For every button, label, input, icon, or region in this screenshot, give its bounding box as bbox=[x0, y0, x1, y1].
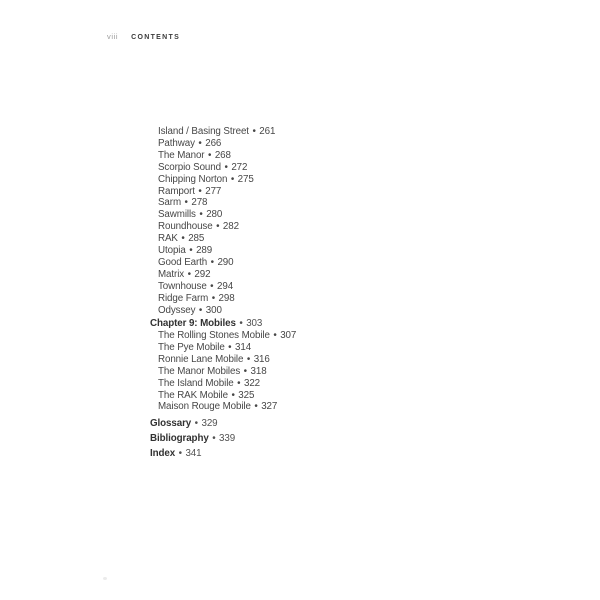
entry-title: The Pye Mobile bbox=[158, 341, 225, 353]
bullet-separator: • bbox=[216, 221, 220, 233]
entry-page-number: 266 bbox=[205, 137, 222, 149]
toc-section-backmatter bbox=[150, 416, 296, 461]
bullet-separator: • bbox=[212, 433, 216, 444]
toc-entry bbox=[150, 401, 296, 413]
entry-page-number: 285 bbox=[188, 233, 205, 245]
bullet-separator: • bbox=[224, 161, 228, 173]
entry-title: Ramport bbox=[158, 185, 195, 197]
bullet-separator: • bbox=[230, 173, 235, 185]
scan-artifact-speck bbox=[103, 577, 107, 580]
bullet-separator: • bbox=[246, 353, 251, 365]
bullet-separator: • bbox=[199, 209, 203, 221]
entry-title: Chipping Norton bbox=[158, 173, 228, 185]
entry-title: Index bbox=[150, 448, 176, 460]
entry-title: Odyssey bbox=[158, 304, 196, 316]
entry-title: Townhouse bbox=[158, 280, 207, 292]
entry-title: Ronnie Lane Mobile bbox=[158, 353, 244, 365]
toc-entry bbox=[150, 221, 296, 233]
entry-page-number: 278 bbox=[191, 197, 208, 209]
bullet-separator: • bbox=[187, 268, 191, 280]
bullet-separator: • bbox=[184, 197, 188, 209]
entry-page-number: 289 bbox=[196, 245, 213, 257]
toc-entry bbox=[150, 378, 296, 390]
entry-page-number: 322 bbox=[243, 377, 261, 389]
entry-page-number: 272 bbox=[231, 161, 248, 173]
entry-title: Matrix bbox=[158, 268, 185, 280]
entry-title: RAK bbox=[158, 233, 178, 245]
entry-page-number: 314 bbox=[235, 341, 252, 353]
entry-title: The Rolling Stones Mobile bbox=[158, 330, 270, 341]
entry-title: Good Earth bbox=[158, 256, 208, 268]
toc-entry bbox=[150, 245, 296, 257]
entry-page-number: 307 bbox=[280, 330, 297, 341]
toc-entry bbox=[150, 138, 296, 150]
toc-entry bbox=[150, 257, 296, 269]
bullet-separator: • bbox=[194, 417, 198, 429]
bullet-separator: • bbox=[252, 126, 256, 137]
toc-entry bbox=[150, 209, 296, 221]
chapter-heading bbox=[150, 318, 296, 330]
toc-entry bbox=[150, 269, 296, 281]
entry-page-number: 325 bbox=[238, 389, 255, 401]
bullet-separator: • bbox=[243, 365, 247, 377]
bullet-separator: • bbox=[228, 341, 232, 353]
toc-entry bbox=[150, 233, 296, 245]
entry-page-number: 282 bbox=[222, 221, 239, 233]
bullet-separator: • bbox=[181, 233, 185, 245]
entry-page-number: 275 bbox=[237, 173, 254, 185]
entry-title: Utopia bbox=[158, 245, 186, 257]
toc-entry bbox=[150, 330, 296, 342]
entry-page-number: 327 bbox=[261, 401, 278, 413]
backmatter-entry bbox=[150, 446, 296, 461]
entry-page-number: 261 bbox=[259, 126, 276, 137]
toc-entry bbox=[150, 162, 296, 174]
page-number-folio: viii bbox=[107, 32, 119, 41]
chapter-title: Chapter 9: Mobiles bbox=[150, 318, 236, 330]
entry-page-number: 292 bbox=[194, 268, 211, 280]
bullet-separator: • bbox=[239, 318, 243, 330]
bullet-separator: • bbox=[210, 256, 214, 268]
chapter-subentries bbox=[150, 330, 296, 413]
toc-entry bbox=[150, 186, 296, 198]
entry-title: Island / Basing Street bbox=[158, 126, 249, 137]
entry-title: The Island Mobile bbox=[158, 377, 234, 389]
toc-entry bbox=[150, 354, 296, 366]
page-header bbox=[107, 32, 180, 41]
entry-title: The Manor bbox=[158, 149, 205, 161]
bullet-separator: • bbox=[198, 185, 202, 197]
toc-entry bbox=[150, 281, 296, 293]
bullet-separator: • bbox=[198, 137, 202, 149]
entry-page-number: 294 bbox=[217, 280, 234, 292]
entry-page-number: 300 bbox=[205, 304, 222, 316]
entry-title: Maison Rouge Mobile bbox=[158, 401, 251, 413]
toc-entry bbox=[150, 305, 296, 317]
entry-page-number: 329 bbox=[201, 417, 218, 429]
bullet-separator: • bbox=[207, 149, 212, 161]
toc-entry bbox=[150, 126, 296, 138]
table-of-contents bbox=[150, 126, 296, 461]
toc-section-chapter-9 bbox=[150, 318, 296, 413]
entry-title: Roundhouse bbox=[158, 221, 213, 233]
toc-entry bbox=[150, 197, 296, 209]
bullet-separator: • bbox=[273, 330, 277, 341]
bullet-separator: • bbox=[211, 292, 216, 304]
entry-title: Sawmills bbox=[158, 209, 196, 221]
bullet-separator: • bbox=[254, 401, 258, 413]
toc-entry bbox=[150, 293, 296, 305]
entry-title: Glossary bbox=[150, 417, 192, 429]
running-head-title: CONTENTS bbox=[131, 34, 181, 41]
entry-title: Bibliography bbox=[150, 433, 209, 444]
entry-page-number: 341 bbox=[185, 448, 202, 460]
bullet-separator: • bbox=[198, 304, 203, 316]
backmatter-entry bbox=[150, 416, 296, 431]
entry-title: The Manor Mobiles bbox=[158, 365, 241, 377]
entry-title: Scorpio Sound bbox=[158, 161, 221, 173]
entry-page-number: 277 bbox=[205, 185, 222, 197]
toc-entry bbox=[150, 174, 296, 186]
toc-entry bbox=[150, 390, 296, 402]
entry-page-number: 316 bbox=[253, 353, 270, 365]
toc-entry bbox=[150, 366, 296, 378]
bullet-separator: • bbox=[231, 389, 235, 401]
toc-entry bbox=[150, 150, 296, 162]
toc-entry bbox=[150, 342, 296, 354]
bullet-separator: • bbox=[237, 377, 241, 389]
entry-title: Pathway bbox=[158, 137, 195, 149]
toc-section-continued bbox=[150, 126, 296, 317]
chapter-page-number: 303 bbox=[246, 318, 263, 330]
bullet-separator: • bbox=[210, 280, 214, 292]
bullet-separator: • bbox=[178, 448, 182, 460]
entry-title: The RAK Mobile bbox=[158, 389, 228, 401]
entry-title: Ridge Farm bbox=[158, 292, 209, 304]
entry-title: Sarm bbox=[158, 197, 182, 209]
entry-page-number: 318 bbox=[250, 365, 267, 377]
entry-page-number: 280 bbox=[206, 209, 223, 221]
entry-page-number: 339 bbox=[219, 433, 236, 444]
backmatter-entry bbox=[150, 431, 296, 446]
entry-page-number: 298 bbox=[218, 292, 235, 304]
bullet-separator: • bbox=[189, 245, 193, 257]
entry-page-number: 268 bbox=[214, 149, 231, 161]
entry-page-number: 290 bbox=[217, 256, 234, 268]
